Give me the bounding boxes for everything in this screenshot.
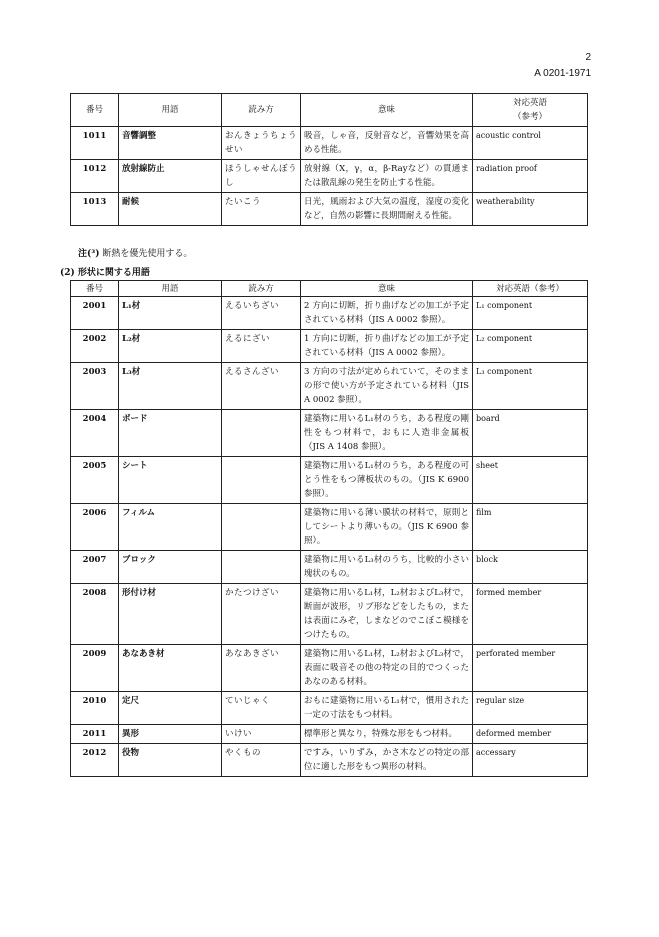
- term-number: 2004: [71, 410, 119, 457]
- header-english: [473, 94, 588, 127]
- term-meaning: 2 方向に切断，折り曲げなどの加工が予定されている材料（JIS A 0002 参照）。: [301, 297, 473, 330]
- term-reading: やくもの: [222, 744, 301, 777]
- term-number: 2001: [71, 297, 119, 330]
- term-meaning: 1 方向に切断，折り曲げなどの加工が予定されている材料（JIS A 0002 参照）。: [301, 330, 473, 363]
- term-number: 2012: [71, 744, 119, 777]
- term-meaning: 建築物に用いるL₁材のうち，ある程度の可とう性をもつ薄板状のもの。（JIS K 6900 参照）。: [301, 457, 473, 504]
- term-english: L₁ component: [473, 297, 588, 330]
- table-header-row: [71, 94, 588, 127]
- standard-code: A 0201-1971: [534, 68, 591, 79]
- term-number: 2005: [71, 457, 119, 504]
- header-number: 番号: [71, 281, 119, 297]
- term-meaning: 標準形と異なり，特殊な形をもつ材料。: [301, 725, 473, 744]
- term-name: 耐候: [119, 193, 222, 226]
- term-name: 形付け材: [119, 584, 222, 645]
- term-english: perforated member: [473, 645, 588, 692]
- table-row: [71, 645, 588, 692]
- term-meaning: 建築物に用いる薄い膜状の材料で，原則としてシートより薄いもの。（JIS K 6900 参照）。: [301, 504, 473, 551]
- term-reading: えるいちざい: [222, 297, 301, 330]
- term-english: block: [473, 551, 588, 584]
- term-number: 2007: [71, 551, 119, 584]
- table-row: [71, 330, 588, 363]
- term-number: 2010: [71, 692, 119, 725]
- term-name: シート: [119, 457, 222, 504]
- term-name: L₁材: [119, 297, 222, 330]
- table-row: [71, 363, 588, 410]
- footnote-label: 注(³): [78, 249, 100, 259]
- term-english: L₂ component: [473, 330, 588, 363]
- term-name: フィルム: [119, 504, 222, 551]
- header-term: 用語: [119, 94, 222, 127]
- table-row: [71, 160, 588, 193]
- term-number: 2009: [71, 645, 119, 692]
- term-name: 異形: [119, 725, 222, 744]
- term-english: board: [473, 410, 588, 457]
- performance-terms-table: [70, 93, 588, 226]
- term-name: 役物: [119, 744, 222, 777]
- term-meaning: 建築物に用いるL₁材のうち，ある程度の剛性をもつ材料で，おもに人造非金属板（JIS A 1408 参照）。: [301, 410, 473, 457]
- header-english: 対応英語（参考）: [473, 281, 588, 297]
- term-meaning: 建築物に用いるL₁材，L₂材およびL₃材で，表面に吸音その他の特定の目的でつくったあなのある材料。: [301, 645, 473, 692]
- term-reading: えるにざい: [222, 330, 301, 363]
- header-meaning: 意味: [301, 281, 473, 297]
- term-name: ボード: [119, 410, 222, 457]
- section-title: (2) 形状に関する用語: [60, 268, 150, 278]
- table-row: [71, 744, 588, 777]
- term-name: L₂材: [119, 330, 222, 363]
- term-reading: [222, 410, 301, 457]
- term-meaning: おもに建築物に用いるL₁材で，慣用された一定の寸法をもつ材料。: [301, 692, 473, 725]
- table-header-row: [71, 281, 588, 297]
- term-number: 1013: [71, 193, 119, 226]
- term-english: regular size: [473, 692, 588, 725]
- table-row: [71, 584, 588, 645]
- table-row: [71, 193, 588, 226]
- term-number: 1011: [71, 127, 119, 160]
- term-meaning: 3 方向の寸法が定められていて，そのままの形で使い方が予定されている材料（JIS A 0002 参照）。: [301, 363, 473, 410]
- header-reading: 読み方: [222, 281, 301, 297]
- term-meaning: 日光，風雨および大気の温度，湿度の変化など，自然の影響に長期間耐える性能。: [301, 193, 473, 226]
- term-number: 2011: [71, 725, 119, 744]
- header-reading: 読み方: [222, 94, 301, 127]
- term-reading: いけい: [222, 725, 301, 744]
- header-term: 用語: [119, 281, 222, 297]
- footnote: [78, 246, 192, 259]
- term-number: 1012: [71, 160, 119, 193]
- header-english-line2: （参考）: [512, 112, 547, 122]
- term-name: 定尺: [119, 692, 222, 725]
- term-english: acoustic control: [473, 127, 588, 160]
- term-english: film: [473, 504, 588, 551]
- table-row: [71, 692, 588, 725]
- term-reading: ていじゃく: [222, 692, 301, 725]
- term-reading: あなあきざい: [222, 645, 301, 692]
- term-reading: [222, 457, 301, 504]
- term-reading: [222, 551, 301, 584]
- page-number: 2: [585, 52, 591, 63]
- term-meaning: 建築物に用いるL₃材のうち，比較的小さい塊状のもの。: [301, 551, 473, 584]
- term-english: sheet: [473, 457, 588, 504]
- term-name: L₃材: [119, 363, 222, 410]
- term-english: L₃ component: [473, 363, 588, 410]
- term-name: あなあき材: [119, 645, 222, 692]
- table-row: [71, 504, 588, 551]
- term-meaning: ですみ，いりずみ，かさ木などの特定の部位に適した形をもつ異形の材料。: [301, 744, 473, 777]
- term-reading: たいこう: [222, 193, 301, 226]
- table-row: [71, 725, 588, 744]
- term-number: 2002: [71, 330, 119, 363]
- term-name: ブロック: [119, 551, 222, 584]
- term-number: 2006: [71, 504, 119, 551]
- term-english: deformed member: [473, 725, 588, 744]
- term-name: 放射線防止: [119, 160, 222, 193]
- term-number: 2008: [71, 584, 119, 645]
- term-reading: おんきょうちょうせい: [222, 127, 301, 160]
- header-number: 番号: [71, 94, 119, 127]
- table-row: [71, 457, 588, 504]
- table-row: [71, 410, 588, 457]
- term-name: 音響調整: [119, 127, 222, 160]
- table-row: [71, 297, 588, 330]
- header-meaning: 意味: [301, 94, 473, 127]
- term-reading: ほうしゃせんぼうし: [222, 160, 301, 193]
- term-meaning: 放射線（X，γ，α，β-Rayなど）の貫通または散乱線の発生を防止する性能。: [301, 160, 473, 193]
- term-english: formed member: [473, 584, 588, 645]
- header-english-line1: 対応英語: [512, 98, 547, 108]
- term-reading: えるさんざい: [222, 363, 301, 410]
- term-english: radiation proof: [473, 160, 588, 193]
- term-reading: [222, 504, 301, 551]
- term-english: weatherability: [473, 193, 588, 226]
- term-english: accessary: [473, 744, 588, 777]
- term-reading: かたつけざい: [222, 584, 301, 645]
- footnote-text: 断熱を優先使用する。: [102, 249, 193, 259]
- table-row: [71, 551, 588, 584]
- table-row: [71, 127, 588, 160]
- shape-terms-table: [70, 280, 588, 777]
- term-meaning: 吸音，しゃ音，反射音など，音響効果を高める性能。: [301, 127, 473, 160]
- term-number: 2003: [71, 363, 119, 410]
- term-meaning: 建築物に用いるL₁材，L₂材およびL₃材で，断面が波形，リブ形などをしたもの，または表面にみぞ，しまなどのでこぼこ模様をつけたもの。: [301, 584, 473, 645]
